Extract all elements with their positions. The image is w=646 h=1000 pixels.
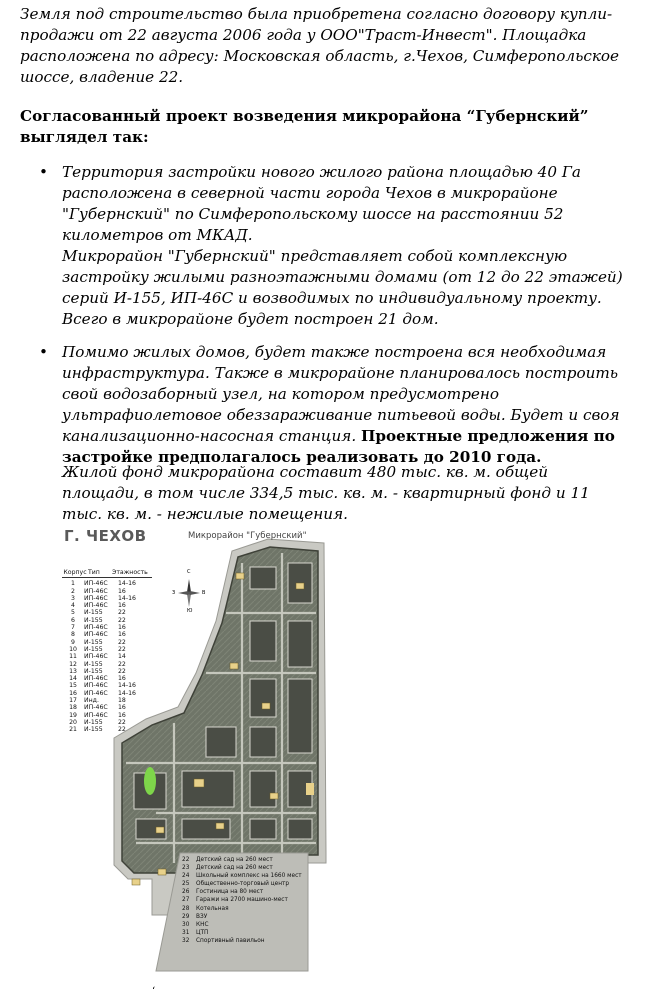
- bullet1-paragraph1: Территория застройки нового жилого района площадью 40 Га расположена в северной части города Чехов в микрорайоне "Губернский" по Симферопольскому шоссе на расстоянии 52 километров от МКАД.: [62, 163, 581, 244]
- building-floors: 22: [118, 645, 126, 653]
- building-type: ИП-46С: [84, 624, 108, 632]
- facility-legend-row: [182, 929, 302, 937]
- facility-name: Детский сад на 260 мест: [196, 857, 273, 863]
- building-type: ИП-46С: [84, 689, 108, 697]
- building-type: ИП-46С: [84, 682, 108, 690]
- compass-west: З: [172, 590, 176, 596]
- facility-name: Гостиница на 80 мест: [196, 889, 264, 896]
- building-type: И-155: [84, 638, 103, 646]
- building-number: 12: [69, 660, 77, 668]
- facilities-legend: [182, 856, 302, 945]
- building-legend-row: [62, 624, 152, 631]
- building-number: 9: [71, 638, 75, 646]
- building-floors: 14-16: [118, 689, 136, 697]
- building-type: ИП-46С: [84, 704, 108, 712]
- map-city-title: Г. ЧЕХОВ: [64, 527, 147, 545]
- building-legend-row: [62, 595, 152, 602]
- building-number: 7: [71, 624, 75, 632]
- facility-name: Гаражи на 2700 машино-мест: [196, 897, 288, 904]
- bullet1-paragraph2: Микрорайон "Губернский" представляет собой комплексную застройку жилыми разноэтажными домами (от 12 до 22 этажей) серий И-155, ИП-46С и возводимых по индивидуальному проекту. Всего в микрорайоне будет построен 21 дом.: [62, 247, 623, 328]
- building-floors: 16: [118, 602, 126, 610]
- building-type: И-155: [84, 609, 103, 617]
- facility-name: Общественно-торговый центр: [196, 881, 290, 888]
- building-type: ИП-46С: [84, 631, 108, 639]
- building-number: 5: [71, 609, 75, 617]
- building-number: 8: [71, 631, 75, 639]
- building-floors: 22: [118, 718, 126, 726]
- building-type: И-155: [84, 660, 103, 668]
- facility-number: 28: [182, 905, 190, 912]
- facility-number: 25: [182, 881, 190, 888]
- buildings-legend: [62, 569, 152, 734]
- building-floors: 22: [118, 660, 126, 668]
- building-type: ИП-46С: [84, 580, 108, 588]
- building-type: ИП-46С: [84, 587, 108, 595]
- building-floors: 22: [118, 667, 126, 675]
- facility-name: Детский сад на 260 мест: [196, 865, 273, 872]
- compass-south: Ю: [187, 608, 193, 614]
- building-number: 4: [71, 602, 75, 610]
- building-number: 6: [71, 616, 75, 624]
- map-district-title: Микрорайон "Губернский": [188, 531, 307, 541]
- facility-legend-row: [182, 872, 302, 880]
- facility-legend-row: [182, 880, 302, 888]
- building-legend-row: [62, 653, 152, 660]
- facility-name: Школьный комплекс на 1660 мест: [196, 873, 302, 880]
- building-legend-row: [62, 602, 152, 609]
- building-number: 14: [69, 675, 77, 683]
- building-legend-row: [62, 719, 152, 726]
- building-floors: 22: [118, 638, 126, 646]
- park-area: [144, 767, 156, 795]
- building-legend-row: [62, 712, 152, 719]
- building-number: 10: [69, 645, 77, 653]
- bullet2-bold-text: Проектные предложения по застройке предполагалось реализовать до 2010 года.: [62, 427, 615, 466]
- building-type: ИП-46С: [84, 675, 108, 683]
- facility-number: 31: [182, 929, 190, 936]
- building-number: 11: [69, 653, 77, 661]
- facility-number: 22: [182, 857, 190, 863]
- building-type: ИП-46С: [84, 594, 108, 602]
- building-floors: 14: [118, 653, 126, 661]
- building-type: ИП-46С: [84, 653, 108, 661]
- building-legend-row: [62, 661, 152, 668]
- facility-name: Спортивный павильон: [196, 937, 265, 944]
- housing-stock-paragraph: Жилой фонд микрорайона составит 480 тыс. кв. м. общей площади, в том числе 334,5 тыс. кв. м. - квартирный фонд и 11 тыс. кв. м. - нежилые помещения.: [62, 463, 590, 523]
- building-type: И-155: [84, 726, 103, 734]
- facility-name: ВЗУ: [196, 913, 208, 920]
- building-legend-row: [62, 668, 152, 675]
- building-number: 18: [69, 704, 77, 712]
- building-legend-row: [62, 690, 152, 697]
- building-legend-row: [62, 675, 152, 682]
- facility-name: ЦТП: [196, 929, 209, 936]
- building-number: 1: [71, 580, 75, 588]
- building-floors: 22: [118, 609, 126, 617]
- building-type: И-155: [84, 616, 103, 624]
- building-number: 15: [69, 682, 77, 690]
- building-floors: 14-16: [118, 594, 136, 602]
- buildings-legend-header: [62, 569, 152, 578]
- building-legend-row: [62, 704, 152, 711]
- bullet-marker: •: [39, 343, 48, 361]
- building-number: 20: [69, 718, 77, 726]
- building-legend-row: [62, 639, 152, 646]
- building-floors: 16: [118, 675, 126, 683]
- facility-legend-row: [182, 937, 302, 945]
- site-plan-map: [56, 523, 598, 979]
- building-floors: 18: [118, 697, 126, 705]
- building-floors: 16: [118, 711, 126, 719]
- building-type: ИП-46С: [84, 602, 108, 610]
- building-legend-row: [62, 580, 152, 587]
- building-type: И-155: [84, 645, 103, 653]
- building-floors: 16: [118, 587, 126, 595]
- building-number: 17: [69, 697, 77, 705]
- facility-name: Котельная: [196, 905, 229, 912]
- facility-legend-row: [182, 913, 302, 921]
- building-type: ИП-46С: [84, 711, 108, 719]
- project-heading: Согласованный проект возведения микрорайона “Губернский” выглядел так:: [20, 107, 589, 146]
- project-bullets: [20, 162, 630, 468]
- building-floors: 22: [118, 726, 126, 734]
- building-legend-row: [62, 682, 152, 689]
- building-legend-row: [62, 588, 152, 595]
- building-number: 2: [71, 587, 75, 595]
- facility-legend-row: [182, 864, 302, 872]
- building-number: 3: [71, 594, 75, 602]
- building-legend-row: [62, 617, 152, 624]
- compass-north: С: [187, 569, 191, 575]
- building-type: Инд.: [84, 697, 99, 705]
- bullet2-italic-text: Помимо жилых домов, будет также построена вся необходимая инфраструктура. Также в микрорайоне планировалось построить свой водозаборный узел, на котором предусмотрено ультрафиолетовое обеззараживание питьевой воды. Будет и своя канализационно-насосная станция.: [62, 343, 620, 445]
- compass-rose-icon: [172, 569, 206, 614]
- facility-number: 26: [182, 889, 190, 896]
- facility-number: 24: [182, 873, 190, 880]
- building-legend-row: [62, 631, 152, 638]
- building-number: 16: [69, 689, 77, 697]
- facility-legend-row: [182, 896, 302, 904]
- building-number: 19: [69, 711, 77, 719]
- building-floors: 16: [118, 624, 126, 632]
- compass-east: В: [202, 590, 206, 596]
- building-floors: 22: [118, 616, 126, 624]
- intro-paragraph: Земля под строительство была приобретена согласно договору купли-продажи от 22 августа 2006 года у ООО"Траст-Инвест". Площадка расположена по адресу: Московская область, г.Чехов, Симферопольское шоссе, владение 22.: [20, 5, 620, 86]
- legend-header-type: Тип: [88, 569, 100, 576]
- building-floors: 14-16: [118, 580, 136, 588]
- bullet-infrastructure: [20, 342, 630, 468]
- building-number: 21: [69, 726, 77, 734]
- building-floors: 16: [118, 631, 126, 639]
- building-floors: 14-16: [118, 682, 136, 690]
- building-legend-row: [62, 646, 152, 653]
- building-legend-row: [62, 609, 152, 616]
- legend-header-floors: Этажность: [112, 569, 148, 576]
- legend-header-building: Корпус: [63, 569, 87, 576]
- facility-legend-row: [182, 921, 302, 929]
- building-legend-row: [62, 726, 152, 733]
- bullet-marker: •: [39, 163, 48, 181]
- building-floors: 16: [118, 704, 126, 712]
- facility-number: 29: [182, 913, 190, 920]
- facility-legend-row: [182, 905, 302, 913]
- bullet-territory: [20, 162, 630, 330]
- facility-number: 30: [182, 921, 190, 928]
- building-number: 13: [69, 667, 77, 675]
- sport-field: [306, 783, 314, 795]
- facility-number: 27: [182, 897, 190, 904]
- facility-number: 23: [182, 865, 190, 872]
- facility-legend-row: [182, 888, 302, 896]
- building-legend-row: [62, 697, 152, 704]
- facility-name: КНС: [196, 921, 209, 928]
- page-bottom-mark: ‘: [152, 986, 156, 997]
- building-type: И-155: [84, 718, 103, 726]
- building-type: И-155: [84, 667, 103, 675]
- facility-legend-row: [182, 856, 302, 864]
- facility-number: 32: [182, 937, 190, 944]
